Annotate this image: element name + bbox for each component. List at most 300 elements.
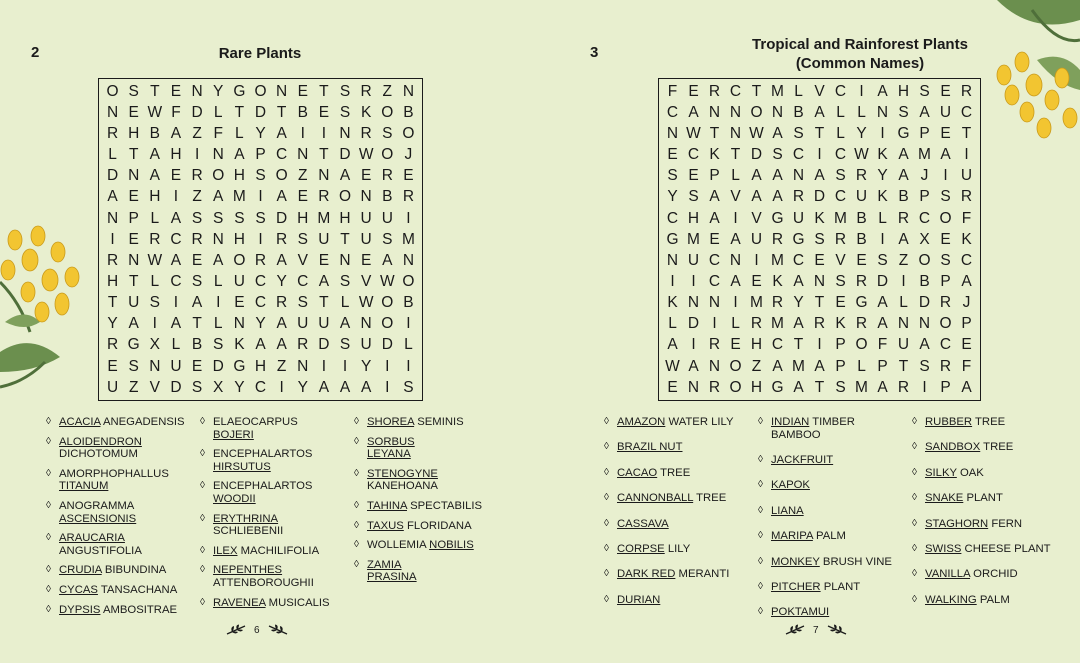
grid-letter[interactable]: S: [339, 82, 351, 100]
grid-letter[interactable]: S: [191, 209, 203, 227]
grid-letter[interactable]: B: [382, 188, 393, 206]
grid-letter[interactable]: O: [729, 357, 742, 375]
grid-letter[interactable]: B: [898, 188, 909, 206]
grid-letter[interactable]: R: [750, 315, 763, 333]
grid-letter[interactable]: C: [960, 251, 973, 269]
grid-letter[interactable]: N: [729, 103, 742, 121]
grid-letter[interactable]: L: [836, 103, 845, 121]
grid-letter[interactable]: A: [793, 273, 804, 290]
grid-letter[interactable]: A: [814, 103, 825, 121]
grid-letter[interactable]: T: [234, 103, 245, 121]
grid-letter[interactable]: A: [898, 146, 909, 164]
grid-letter[interactable]: C: [297, 273, 309, 290]
grid-letter[interactable]: W: [358, 294, 374, 312]
grid-letter[interactable]: K: [961, 230, 972, 248]
grid-letter[interactable]: N: [876, 103, 889, 121]
grid-letter[interactable]: N: [360, 315, 372, 333]
grid-letter[interactable]: I: [385, 378, 390, 396]
grid-letter[interactable]: B: [856, 230, 867, 248]
grid-letter[interactable]: I: [279, 378, 284, 396]
grid-letter[interactable]: N: [687, 294, 700, 312]
grid-letter[interactable]: L: [857, 357, 866, 375]
grid-letter[interactable]: N: [813, 273, 826, 290]
grid-letter[interactable]: R: [708, 336, 721, 354]
grid-letter[interactable]: E: [360, 167, 372, 185]
grid-letter[interactable]: D: [876, 273, 889, 290]
grid-letter[interactable]: U: [360, 209, 372, 227]
grid-letter[interactable]: B: [403, 103, 414, 121]
grid-letter[interactable]: H: [750, 378, 763, 396]
grid-letter[interactable]: S: [835, 378, 846, 396]
grid-letter[interactable]: I: [406, 357, 411, 375]
grid-letter[interactable]: W: [749, 125, 764, 143]
grid-letter[interactable]: A: [255, 336, 266, 354]
grid-letter[interactable]: E: [940, 82, 951, 100]
grid-letter[interactable]: N: [666, 251, 679, 269]
grid-letter[interactable]: P: [835, 336, 846, 354]
grid-letter[interactable]: Y: [255, 315, 266, 333]
grid-letter[interactable]: U: [318, 315, 330, 333]
grid-letter[interactable]: A: [276, 251, 287, 269]
grid-letter[interactable]: F: [171, 103, 181, 121]
grid-letter[interactable]: N: [297, 146, 309, 164]
grid-letter[interactable]: O: [939, 209, 952, 227]
grid-letter[interactable]: O: [106, 82, 119, 100]
grid-letter[interactable]: A: [276, 336, 287, 354]
grid-letter[interactable]: A: [339, 315, 351, 333]
grid-letter[interactable]: A: [877, 294, 888, 312]
grid-letter[interactable]: E: [688, 167, 699, 185]
grid-letter[interactable]: Z: [128, 378, 139, 396]
grid-letter[interactable]: E: [107, 357, 118, 375]
grid-letter[interactable]: A: [919, 336, 930, 354]
grid-letter[interactable]: N: [339, 125, 351, 143]
grid-letter[interactable]: E: [403, 167, 414, 185]
grid-letter[interactable]: R: [813, 315, 826, 333]
grid-letter[interactable]: N: [276, 82, 288, 100]
grid-letter[interactable]: A: [961, 378, 972, 396]
grid-letter[interactable]: K: [709, 146, 720, 164]
grid-letter[interactable]: A: [877, 315, 888, 333]
grid-letter[interactable]: Y: [793, 294, 804, 312]
grid-letter[interactable]: C: [708, 251, 721, 269]
grid-letter[interactable]: Y: [360, 357, 372, 375]
grid-letter[interactable]: B: [856, 209, 867, 227]
grid-letter[interactable]: N: [897, 315, 910, 333]
grid-letter[interactable]: I: [321, 125, 327, 143]
grid-letter[interactable]: M: [771, 315, 784, 333]
grid-letter[interactable]: D: [339, 146, 351, 164]
grid-letter[interactable]: Y: [877, 167, 888, 185]
grid-letter[interactable]: B: [793, 103, 804, 121]
grid-letter[interactable]: T: [128, 146, 139, 164]
grid-letter[interactable]: A: [919, 103, 930, 121]
grid-letter[interactable]: R: [318, 188, 330, 206]
grid-letter[interactable]: I: [385, 357, 390, 375]
grid-letter[interactable]: S: [382, 125, 393, 143]
grid-letter[interactable]: N: [402, 251, 415, 269]
grid-letter[interactable]: O: [381, 146, 394, 164]
grid-letter[interactable]: I: [321, 357, 327, 375]
grid-letter[interactable]: L: [171, 336, 181, 354]
grid-letter[interactable]: B: [149, 125, 160, 143]
grid-letter[interactable]: T: [898, 357, 909, 375]
grid-letter[interactable]: R: [106, 251, 119, 269]
grid-letter[interactable]: N: [708, 294, 721, 312]
grid-letter[interactable]: S: [835, 167, 846, 185]
grid-letter[interactable]: A: [339, 167, 351, 185]
grid-letter[interactable]: W: [147, 103, 163, 121]
grid-letter[interactable]: S: [814, 230, 825, 248]
grid-letter[interactable]: E: [667, 146, 678, 164]
grid-letter[interactable]: J: [404, 146, 413, 164]
grid-letter[interactable]: E: [688, 82, 699, 100]
grid-letter[interactable]: E: [667, 378, 678, 396]
grid-letter[interactable]: V: [360, 273, 372, 290]
grid-letter[interactable]: N: [687, 378, 700, 396]
grid-letter[interactable]: S: [835, 273, 846, 290]
grid-letter[interactable]: O: [233, 251, 246, 269]
grid-letter[interactable]: D: [212, 357, 224, 375]
grid-letter[interactable]: A: [709, 209, 720, 227]
grid-letter[interactable]: T: [961, 125, 972, 143]
grid-letter[interactable]: V: [149, 378, 160, 396]
grid-letter[interactable]: G: [233, 357, 246, 375]
grid-letter[interactable]: D: [191, 103, 203, 121]
grid-letter[interactable]: B: [297, 103, 308, 121]
grid-letter[interactable]: W: [686, 125, 701, 143]
grid-letter[interactable]: L: [150, 273, 160, 290]
grid-letter[interactable]: M: [792, 357, 805, 375]
grid-letter[interactable]: K: [877, 188, 888, 206]
grid-letter[interactable]: N: [918, 315, 931, 333]
grid-letter[interactable]: L: [794, 82, 803, 100]
grid-letter[interactable]: H: [149, 188, 161, 206]
grid-letter[interactable]: O: [381, 103, 394, 121]
grid-letter[interactable]: U: [106, 378, 119, 396]
grid-letter[interactable]: B: [191, 336, 203, 354]
grid-letter[interactable]: A: [276, 125, 287, 143]
grid-letter[interactable]: W: [665, 357, 680, 375]
grid-letter[interactable]: O: [275, 167, 288, 185]
grid-letter[interactable]: R: [254, 251, 267, 269]
grid-letter[interactable]: R: [402, 188, 415, 206]
grid-letter[interactable]: A: [709, 188, 720, 206]
grid-letter[interactable]: S: [339, 336, 351, 354]
grid-letter[interactable]: S: [255, 209, 266, 227]
grid-letter[interactable]: C: [834, 188, 847, 206]
grid-letter[interactable]: I: [943, 167, 948, 185]
grid-letter[interactable]: Z: [898, 251, 909, 269]
grid-letter[interactable]: S: [191, 273, 203, 290]
grid-letter[interactable]: W: [147, 251, 163, 269]
grid-letter[interactable]: L: [150, 209, 160, 227]
grid-letter[interactable]: M: [232, 188, 246, 206]
grid-letter[interactable]: N: [339, 251, 351, 269]
grid-letter[interactable]: C: [939, 336, 952, 354]
grid-letter[interactable]: I: [342, 357, 348, 375]
grid-letter[interactable]: C: [792, 251, 805, 269]
grid-letter[interactable]: M: [834, 209, 847, 227]
grid-letter[interactable]: R: [149, 230, 161, 248]
grid-letter[interactable]: N: [106, 103, 119, 121]
grid-letter[interactable]: L: [878, 209, 887, 227]
grid-letter[interactable]: A: [170, 315, 182, 333]
grid-letter[interactable]: U: [750, 230, 763, 248]
grid-letter[interactable]: E: [751, 273, 762, 290]
grid-letter[interactable]: H: [128, 125, 140, 143]
grid-letter[interactable]: A: [170, 251, 182, 269]
grid-letter[interactable]: C: [834, 82, 847, 100]
grid-letter[interactable]: S: [191, 378, 203, 396]
grid-letter[interactable]: O: [338, 188, 352, 206]
grid-letter[interactable]: S: [382, 230, 393, 248]
grid-letter[interactable]: I: [406, 209, 411, 227]
grid-letter[interactable]: A: [772, 125, 783, 143]
grid-letter[interactable]: N: [149, 357, 161, 375]
grid-letter[interactable]: P: [128, 209, 139, 227]
grid-letter[interactable]: Y: [667, 188, 678, 206]
grid-letter[interactable]: O: [381, 294, 394, 312]
grid-letter[interactable]: A: [772, 357, 783, 375]
grid-letter[interactable]: L: [899, 294, 908, 312]
grid-letter[interactable]: S: [128, 82, 139, 100]
grid-letter[interactable]: C: [792, 146, 805, 164]
grid-letter[interactable]: N: [360, 188, 372, 206]
grid-letter[interactable]: I: [216, 294, 221, 312]
grid-letter[interactable]: D: [750, 146, 763, 164]
grid-letter[interactable]: S: [919, 82, 930, 100]
grid-letter[interactable]: L: [731, 315, 740, 333]
grid-letter[interactable]: C: [834, 146, 847, 164]
grid-letter[interactable]: A: [213, 251, 224, 269]
grid-letter[interactable]: E: [709, 230, 720, 248]
grid-letter[interactable]: S: [772, 146, 783, 164]
grid-letter[interactable]: O: [939, 315, 952, 333]
grid-letter[interactable]: L: [404, 336, 413, 354]
grid-letter[interactable]: U: [960, 167, 973, 185]
grid-letter[interactable]: N: [402, 82, 415, 100]
grid-letter[interactable]: W: [854, 146, 869, 164]
grid-letter[interactable]: R: [106, 336, 119, 354]
grid-letter[interactable]: R: [191, 167, 203, 185]
grid-letter[interactable]: Z: [751, 357, 762, 375]
grid-letter[interactable]: A: [730, 273, 741, 290]
grid-letter[interactable]: D: [918, 294, 931, 312]
grid-letter[interactable]: A: [772, 167, 783, 185]
grid-letter[interactable]: T: [340, 230, 350, 248]
grid-letter[interactable]: G: [771, 209, 784, 227]
grid-letter[interactable]: L: [857, 103, 866, 121]
grid-letter[interactable]: L: [213, 273, 223, 290]
grid-letter[interactable]: S: [940, 188, 951, 206]
grid-letter[interactable]: A: [191, 294, 203, 312]
grid-letter[interactable]: N: [212, 146, 224, 164]
grid-letter[interactable]: R: [297, 336, 309, 354]
grid-letter[interactable]: U: [855, 188, 868, 206]
grid-letter[interactable]: R: [360, 82, 372, 100]
grid-letter[interactable]: S: [403, 378, 414, 396]
grid-letter[interactable]: N: [666, 125, 679, 143]
grid-letter[interactable]: V: [297, 251, 308, 269]
grid-letter[interactable]: R: [771, 294, 784, 312]
grid-letter[interactable]: S: [688, 188, 699, 206]
grid-letter[interactable]: M: [771, 82, 784, 100]
grid-letter[interactable]: Y: [856, 125, 867, 143]
grid-letter[interactable]: S: [667, 167, 678, 185]
grid-letter[interactable]: G: [127, 336, 140, 354]
grid-letter[interactable]: M: [401, 230, 415, 248]
grid-letter[interactable]: X: [919, 230, 930, 248]
grid-letter[interactable]: P: [919, 188, 930, 206]
grid-letter[interactable]: U: [128, 294, 140, 312]
grid-letter[interactable]: R: [897, 209, 910, 227]
grid-letter[interactable]: S: [877, 251, 888, 269]
grid-letter[interactable]: S: [898, 103, 909, 121]
grid-letter[interactable]: U: [792, 209, 805, 227]
grid-letter[interactable]: Z: [192, 188, 202, 206]
grid-letter[interactable]: S: [128, 357, 139, 375]
grid-letter[interactable]: G: [233, 82, 246, 100]
grid-letter[interactable]: A: [149, 146, 160, 164]
grid-letter[interactable]: N: [191, 82, 203, 100]
grid-letter[interactable]: S: [234, 209, 245, 227]
grid-letter[interactable]: I: [258, 230, 263, 248]
grid-letter[interactable]: H: [106, 273, 119, 290]
grid-letter[interactable]: E: [170, 167, 182, 185]
grid-letter[interactable]: U: [897, 336, 910, 354]
grid-letter[interactable]: U: [318, 230, 330, 248]
grid-letter[interactable]: O: [402, 125, 415, 143]
grid-letter[interactable]: I: [173, 188, 179, 206]
grid-letter[interactable]: O: [918, 251, 931, 269]
grid-letter[interactable]: X: [149, 336, 160, 354]
grid-letter[interactable]: I: [817, 146, 822, 164]
grid-letter[interactable]: E: [730, 336, 741, 354]
grid-letter[interactable]: I: [964, 146, 969, 164]
grid-letter[interactable]: K: [772, 273, 783, 290]
grid-letter[interactable]: I: [173, 294, 179, 312]
grid-letter[interactable]: L: [108, 146, 117, 164]
grid-letter[interactable]: A: [877, 82, 888, 100]
grid-letter[interactable]: C: [771, 336, 784, 354]
grid-letter[interactable]: R: [708, 378, 721, 396]
grid-letter[interactable]: P: [940, 273, 951, 290]
grid-letter[interactable]: M: [855, 378, 868, 396]
grid-letter[interactable]: R: [276, 294, 288, 312]
grid-letter[interactable]: H: [233, 230, 245, 248]
grid-letter[interactable]: C: [708, 273, 721, 290]
grid-letter[interactable]: R: [855, 273, 868, 290]
grid-letter[interactable]: N: [128, 251, 140, 269]
grid-letter[interactable]: C: [687, 146, 700, 164]
grid-letter[interactable]: O: [729, 378, 742, 396]
grid-letter[interactable]: A: [276, 315, 287, 333]
grid-letter[interactable]: E: [940, 125, 951, 143]
grid-letter[interactable]: W: [379, 273, 395, 290]
grid-letter[interactable]: R: [855, 167, 868, 185]
grid-letter[interactable]: D: [381, 336, 393, 354]
grid-letter[interactable]: C: [254, 378, 267, 396]
grid-letter[interactable]: E: [318, 103, 330, 121]
grid-letter[interactable]: E: [128, 230, 139, 248]
grid-letter[interactable]: A: [667, 336, 678, 354]
grid-letter[interactable]: A: [751, 167, 762, 185]
grid-letter[interactable]: R: [792, 188, 805, 206]
grid-letter[interactable]: U: [360, 230, 372, 248]
grid-letter[interactable]: U: [233, 273, 245, 290]
grid-letter[interactable]: T: [107, 294, 118, 312]
grid-letter[interactable]: B: [403, 294, 414, 312]
grid-letter[interactable]: R: [939, 357, 952, 375]
grid-letter[interactable]: Y: [276, 273, 287, 290]
grid-letter[interactable]: A: [772, 188, 783, 206]
grid-letter[interactable]: K: [360, 103, 372, 121]
grid-letter[interactable]: C: [170, 273, 182, 290]
grid-letter[interactable]: I: [859, 82, 864, 100]
grid-letter[interactable]: E: [318, 251, 330, 269]
grid-letter[interactable]: A: [877, 378, 888, 396]
grid-letter[interactable]: A: [688, 103, 699, 121]
grid-letter[interactable]: E: [128, 188, 139, 206]
grid-letter[interactable]: Y: [107, 315, 118, 333]
grid-letter[interactable]: K: [814, 209, 825, 227]
grid-letter[interactable]: L: [836, 125, 845, 143]
grid-letter[interactable]: L: [731, 167, 740, 185]
grid-letter[interactable]: S: [213, 336, 224, 354]
grid-letter[interactable]: N: [106, 209, 119, 227]
grid-letter[interactable]: U: [297, 315, 309, 333]
grid-letter[interactable]: A: [793, 315, 804, 333]
grid-letter[interactable]: S: [297, 230, 308, 248]
grid-letter[interactable]: I: [300, 125, 305, 143]
grid-letter[interactable]: S: [339, 103, 351, 121]
grid-letter[interactable]: C: [918, 209, 931, 227]
grid-letter[interactable]: G: [666, 230, 679, 248]
grid-letter[interactable]: D: [106, 167, 119, 185]
grid-letter[interactable]: A: [276, 188, 287, 206]
grid-letter[interactable]: T: [276, 103, 287, 121]
grid-letter[interactable]: Y: [234, 378, 245, 396]
grid-letter[interactable]: E: [297, 188, 308, 206]
grid-letter[interactable]: U: [381, 209, 393, 227]
grid-letter[interactable]: E: [360, 251, 372, 269]
grid-letter[interactable]: N: [708, 357, 721, 375]
grid-letter[interactable]: S: [255, 167, 266, 185]
grid-letter[interactable]: F: [961, 209, 972, 227]
grid-letter[interactable]: M: [687, 230, 700, 248]
grid-letter[interactable]: I: [110, 230, 115, 248]
grid-letter[interactable]: E: [234, 294, 245, 312]
grid-letter[interactable]: I: [880, 125, 885, 143]
grid-letter[interactable]: T: [319, 82, 329, 100]
grid-letter[interactable]: I: [152, 315, 157, 333]
grid-letter[interactable]: A: [149, 167, 160, 185]
grid-letter[interactable]: A: [793, 378, 804, 396]
grid-letter[interactable]: S: [339, 273, 351, 290]
grid-letter[interactable]: B: [919, 273, 930, 290]
grid-letter[interactable]: A: [213, 188, 224, 206]
grid-letter[interactable]: R: [834, 230, 847, 248]
grid-letter[interactable]: L: [235, 125, 244, 143]
grid-letter[interactable]: J: [920, 167, 929, 185]
grid-letter[interactable]: E: [856, 251, 867, 269]
grid-letter[interactable]: P: [877, 357, 888, 375]
grid-letter[interactable]: E: [191, 251, 203, 269]
grid-letter[interactable]: Y: [255, 125, 266, 143]
grid-letter[interactable]: P: [919, 125, 930, 143]
grid-letter[interactable]: P: [961, 315, 972, 333]
